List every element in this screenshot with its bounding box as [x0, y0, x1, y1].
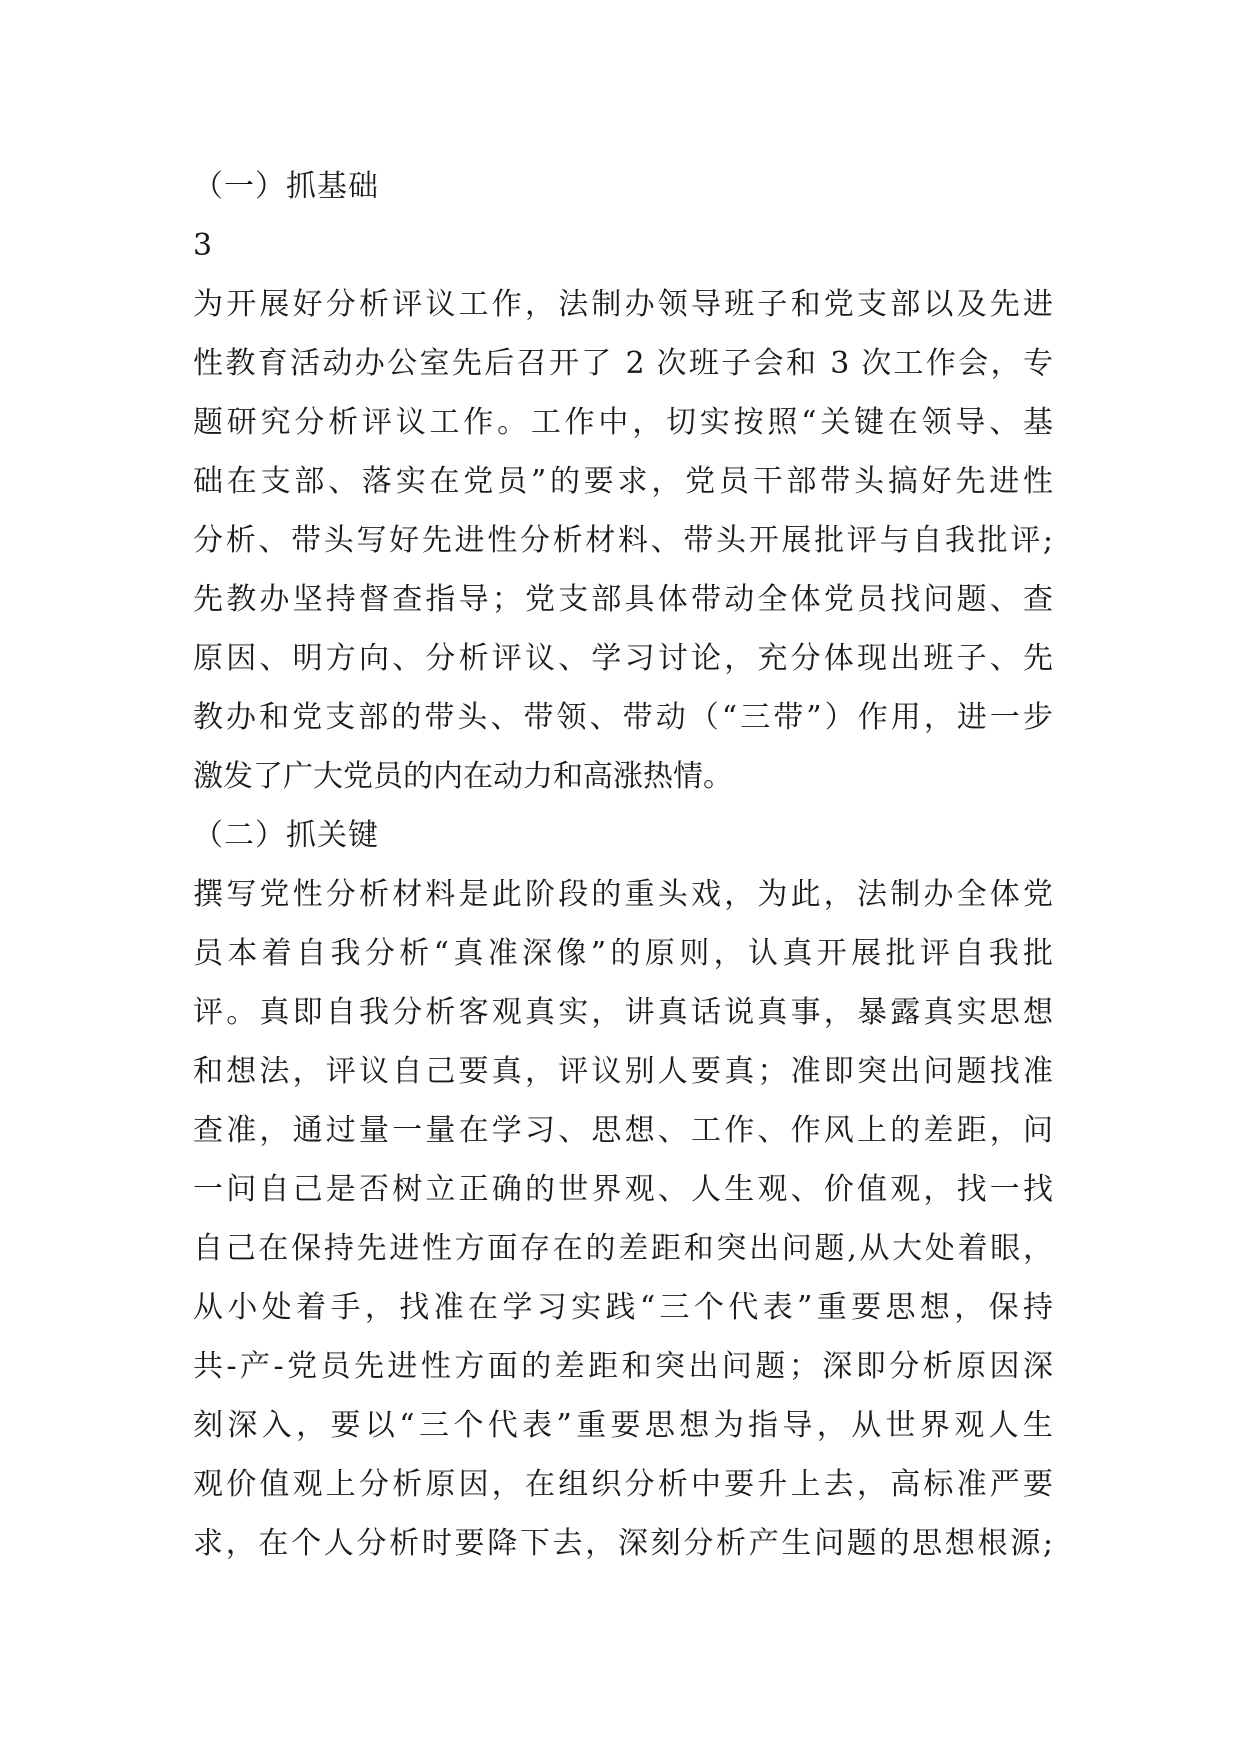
- paragraph-line: 础在支部、落实在党员”的要求，党员干部带头搞好先进性: [193, 464, 1053, 499]
- paragraph-line: 教办和党支部的带头、带领、带动（“三带”）作用，进一步: [193, 700, 1053, 735]
- paragraph-line: 从小处着手，找准在学习实践“三个代表”重要思想，保持: [193, 1290, 1053, 1325]
- paragraph-line: 原因、明方向、分析评议、学习讨论，充分体现出班子、先: [193, 641, 1053, 676]
- paragraph-line: 员本着自我分析“真准深像”的原则，认真开展批评自我批: [193, 936, 1053, 971]
- paragraph-line: 和想法，评议自己要真，评议别人要真；准即突出问题找准: [193, 1054, 1053, 1089]
- paragraph-line: 评。真即自我分析客观真实，讲真话说真事，暴露真实思想: [193, 995, 1053, 1030]
- paragraph-line: 查准，通过量一量在学习、思想、工作、作风上的差距，问: [193, 1113, 1053, 1148]
- document-body: [193, 157, 1053, 1573]
- paragraph-line: 共-产-党员先进性方面的差距和突出问题；深即分析原因深: [193, 1349, 1053, 1384]
- paragraph-line: 先教办坚持督查指导；党支部具体带动全体党员找问题、查: [193, 582, 1053, 617]
- paragraph-line: 分析、带头写好先进性分析材料、带头开展批评与自我批评;: [193, 523, 1053, 558]
- paragraph-line: 刻深入，要以“三个代表”重要思想为指导，从世界观人生: [193, 1408, 1053, 1443]
- paragraph-line: 求，在个人分析时要降下去，深刻分析产生问题的思想根源;: [193, 1526, 1053, 1561]
- paragraph-line: 一问自己是否树立正确的世界观、人生观、价值观，找一找: [193, 1172, 1053, 1207]
- section-heading-2: （二）抓关键: [193, 818, 379, 853]
- section-heading-1: （一）抓基础: [193, 169, 379, 204]
- paragraph-line: 观价值观上分析原因，在组织分析中要升上去，高标准严要: [193, 1467, 1053, 1502]
- paragraph-2: [193, 865, 1053, 1573]
- paragraph-line: 激发了广大党员的内在动力和高涨热情。: [193, 759, 733, 794]
- paragraph-line: 题研究分析评议工作。工作中，切实按照“关键在领导、基: [193, 405, 1053, 440]
- paragraph-line: 撰写党性分析材料是此阶段的重头戏，为此，法制办全体党: [193, 877, 1053, 912]
- paragraph-line: 自己在保持先进性方面存在的差距和突出问题,从大处着眼，: [193, 1231, 1053, 1266]
- paragraph-line: 为开展好分析评议工作，法制办领导班子和党支部以及先进: [193, 287, 1053, 322]
- paragraph-1: [193, 275, 1053, 806]
- page-number: 3: [193, 228, 213, 263]
- paragraph-line: 性教育活动办公室先后召开了 2 次班子会和 3 次工作会，专: [193, 346, 1053, 381]
